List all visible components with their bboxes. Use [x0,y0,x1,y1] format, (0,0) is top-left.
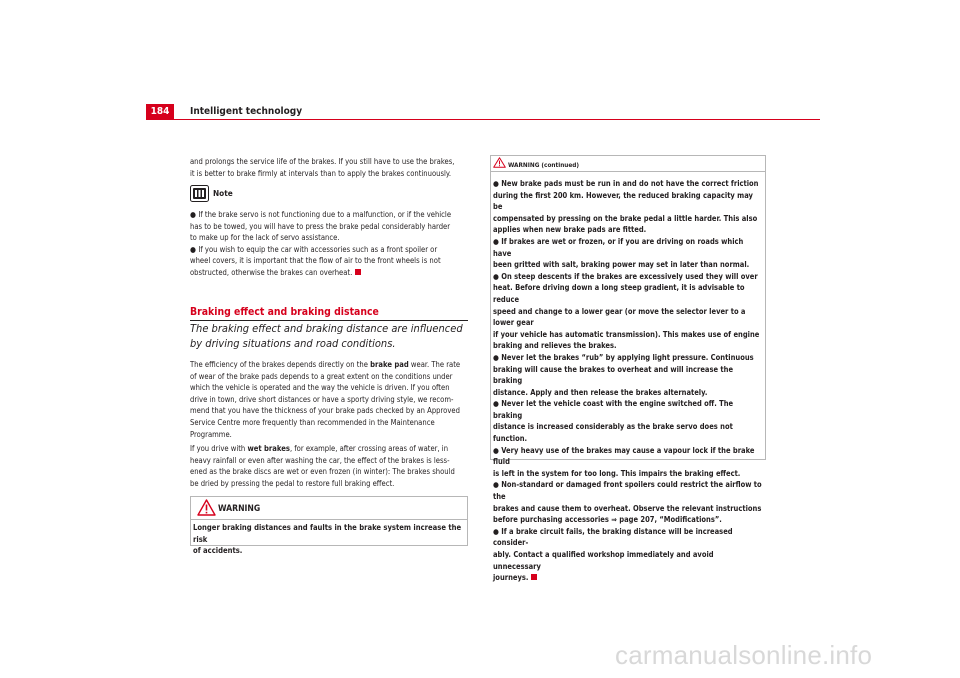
warning-bullet-line: if your vehicle has automatic transmission). This makes use of engine [493,329,760,339]
note-heading: Note [213,188,233,198]
body-text: The efficiency of the brakes depends directly on the [190,360,368,369]
warning-bullet-line: during the first 200 km. However, the reduced braking capacity may be [493,190,753,212]
warning-bullet-line: distance. Apply and then release the brakes alternately. [493,387,708,397]
warning-bullet-line: applies when new brake pads are fitted. [493,225,647,235]
warning-label: WARNING [218,504,261,514]
warning-bullet-line: compensated by pressing on the brake pedal a little harder. This also [493,213,758,223]
note-bullet-line: If the brake servo is not functioning due to a malfunction, or if the vehicle [198,210,452,219]
warning-text [193,522,463,557]
intro-line: and prolongs the service life of the brakes. If you still have to use the brakes, [190,157,455,166]
warning-line: Longer braking distances and faults in the brake system increase the risk [193,523,462,544]
warning-bullet-line: distance is increased considerably as the brake servo does not function. [493,422,733,444]
list-item: ● Very heavy use of the brakes may cause a vapour lock if the brake fluid [493,445,755,467]
warning-bullet-line: brakes and cause them to overheat. Observe the relevant instructions [493,503,762,513]
warning-bullet-line: been gritted with salt, braking power may set in later than normal. [493,260,750,270]
note-bullet-line: obstructed, otherwise the brakes can overheat. [190,267,353,277]
body-line: heavy rainfall or even after washing the car, the effect of the brakes is less- [190,455,450,465]
body-text: wear. The rate [410,360,461,369]
list-item: ● On steep descents if the brakes are excessively used they will over [493,271,758,281]
list-item: ● If you wish to equip the car with accessories such as a front spoiler or [190,244,438,254]
list-item: ● Never let the vehicle coast with the engine switched off. The braking [493,399,734,420]
list-item: ● New brake pads must be run in and do not have the correct friction [493,179,759,188]
section-title: Braking effect and braking distance [190,306,379,318]
end-of-section-icon [531,574,537,580]
note-bullet-line: wheel covers, it is important that the flow of air to the front wheels is not [190,256,441,266]
warning-bullet-line: If a brake circuit fails, the braking distance will be increased consider- [493,526,733,548]
note-icon [190,185,209,202]
body-line: of wear of the brake pads depends to a great extent on the conditions under [190,371,453,381]
warning-bullet-line: Never let the vehicle coast with the engine switched off. The braking [493,399,734,420]
warning-bullet-line: speed and change to a lower gear (or move the selector lever to a lower gear [493,306,746,328]
list-item: ● If the brake servo is not functioning due to a malfunction, or if the vehicle [190,210,452,219]
warning-bullet-list [493,178,763,584]
list-item: ● Non-standard or damaged front spoilers could restrict the airflow to the [493,480,762,502]
intro-line: it is better to brake firmly at intervals than to apply the brakes continuously. [190,168,452,178]
end-of-section-icon [355,269,361,275]
body-text: , for example, after crossing areas of water, in [289,444,449,453]
warning-bullet-line: Never let the brakes “rub” by applying light pressure. Continuous [501,352,754,362]
header-rule [174,119,820,120]
note-bullet-line: to make up for the lack of servo assistance. [190,233,340,243]
warning-bullet-line: braking and relieves the brakes. [493,341,617,351]
warning-bullet-line: ably. Contact a qualified workshop immediately and avoid unnecessary [493,550,714,571]
body-line: Service Centre more frequently than recommended in the Maintenance [190,417,435,427]
intro-paragraph [190,156,468,179]
body-line: which the vehicle is operated and the way the vehicle is driven. If you often [190,383,450,393]
warning-bullet-line: before purchasing accessories ⇒ page 207, “Modifications”. [493,515,722,525]
note-bullet-line: has to be towed, you will have to press the brake pedal considerably harder [190,221,451,231]
warning-divider [191,519,467,520]
section-subtitle: The braking effect and braking distance are influenced by driving situations and road conditions. [190,322,463,350]
page-number: 184 [146,104,174,120]
body-line: be dried by pressing the pedal to restore full braking effect. [190,478,395,488]
warning-divider [491,171,765,172]
warning-continued-label: WARNING (continued) [508,161,580,169]
body-paragraph-brake-pads [190,359,468,440]
warning-triangle-icon [197,499,216,516]
list-item: ● Never let the brakes “rub” by applying light pressure. Continuous [493,352,754,362]
warning-line: of accidents. [193,546,243,556]
warning-bullet-line: On steep descents if the brakes are excessively used they will over [501,271,758,281]
body-line: Programme. [190,429,232,439]
list-item: ● If a brake circuit fails, the braking distance will be increased consider- [493,526,733,548]
body-line: mend that you have the thickness of your brake pads checked by an Approved [190,406,460,416]
warning-bullet-line: heat. Before driving down a long steep gradient, it is advisable to reduce [493,283,745,304]
warning-triangle-icon [493,157,506,168]
page-header-title: Intelligent technology [190,106,303,117]
note-bullet-line: If you wish to equip the car with accessories such as a front spoiler or [198,244,438,254]
warning-bullet-line: Very heavy use of the brakes may cause a vapour lock if the brake fluid [493,445,755,467]
section-rule [190,320,468,321]
note-list [190,209,468,279]
warning-bullet-line: Non-standard or damaged front spoilers could restrict the airflow to the [493,480,762,502]
list-item: ● If brakes are wet or frozen, or if you are driving on roads which have [493,236,744,258]
warning-bullet-line: is left in the system for too long. This impairs the braking effect. [493,468,741,478]
warning-bullet-line: braking will cause the brakes to overheat and will increase the braking [493,364,734,386]
body-text: If you drive with [190,444,246,453]
warning-bullet-line: New brake pads must be run in and do not have the correct friction [501,179,759,188]
body-paragraph-wet-brakes [190,443,468,489]
warning-bullet-line: journeys. [493,573,529,583]
body-bold-term: wet brakes [247,444,290,453]
body-bold-term: brake pad [370,360,409,369]
warning-bullet-line: If brakes are wet or frozen, or if you are driving on roads which have [493,236,744,258]
body-line: ened as the brake discs are wet or even frozen (in winter): The brakes should [190,467,455,477]
watermark: carmanualsonline.info [615,640,873,670]
body-line: drive in town, drive short distances or have a sporty driving style, we recom- [190,394,454,404]
